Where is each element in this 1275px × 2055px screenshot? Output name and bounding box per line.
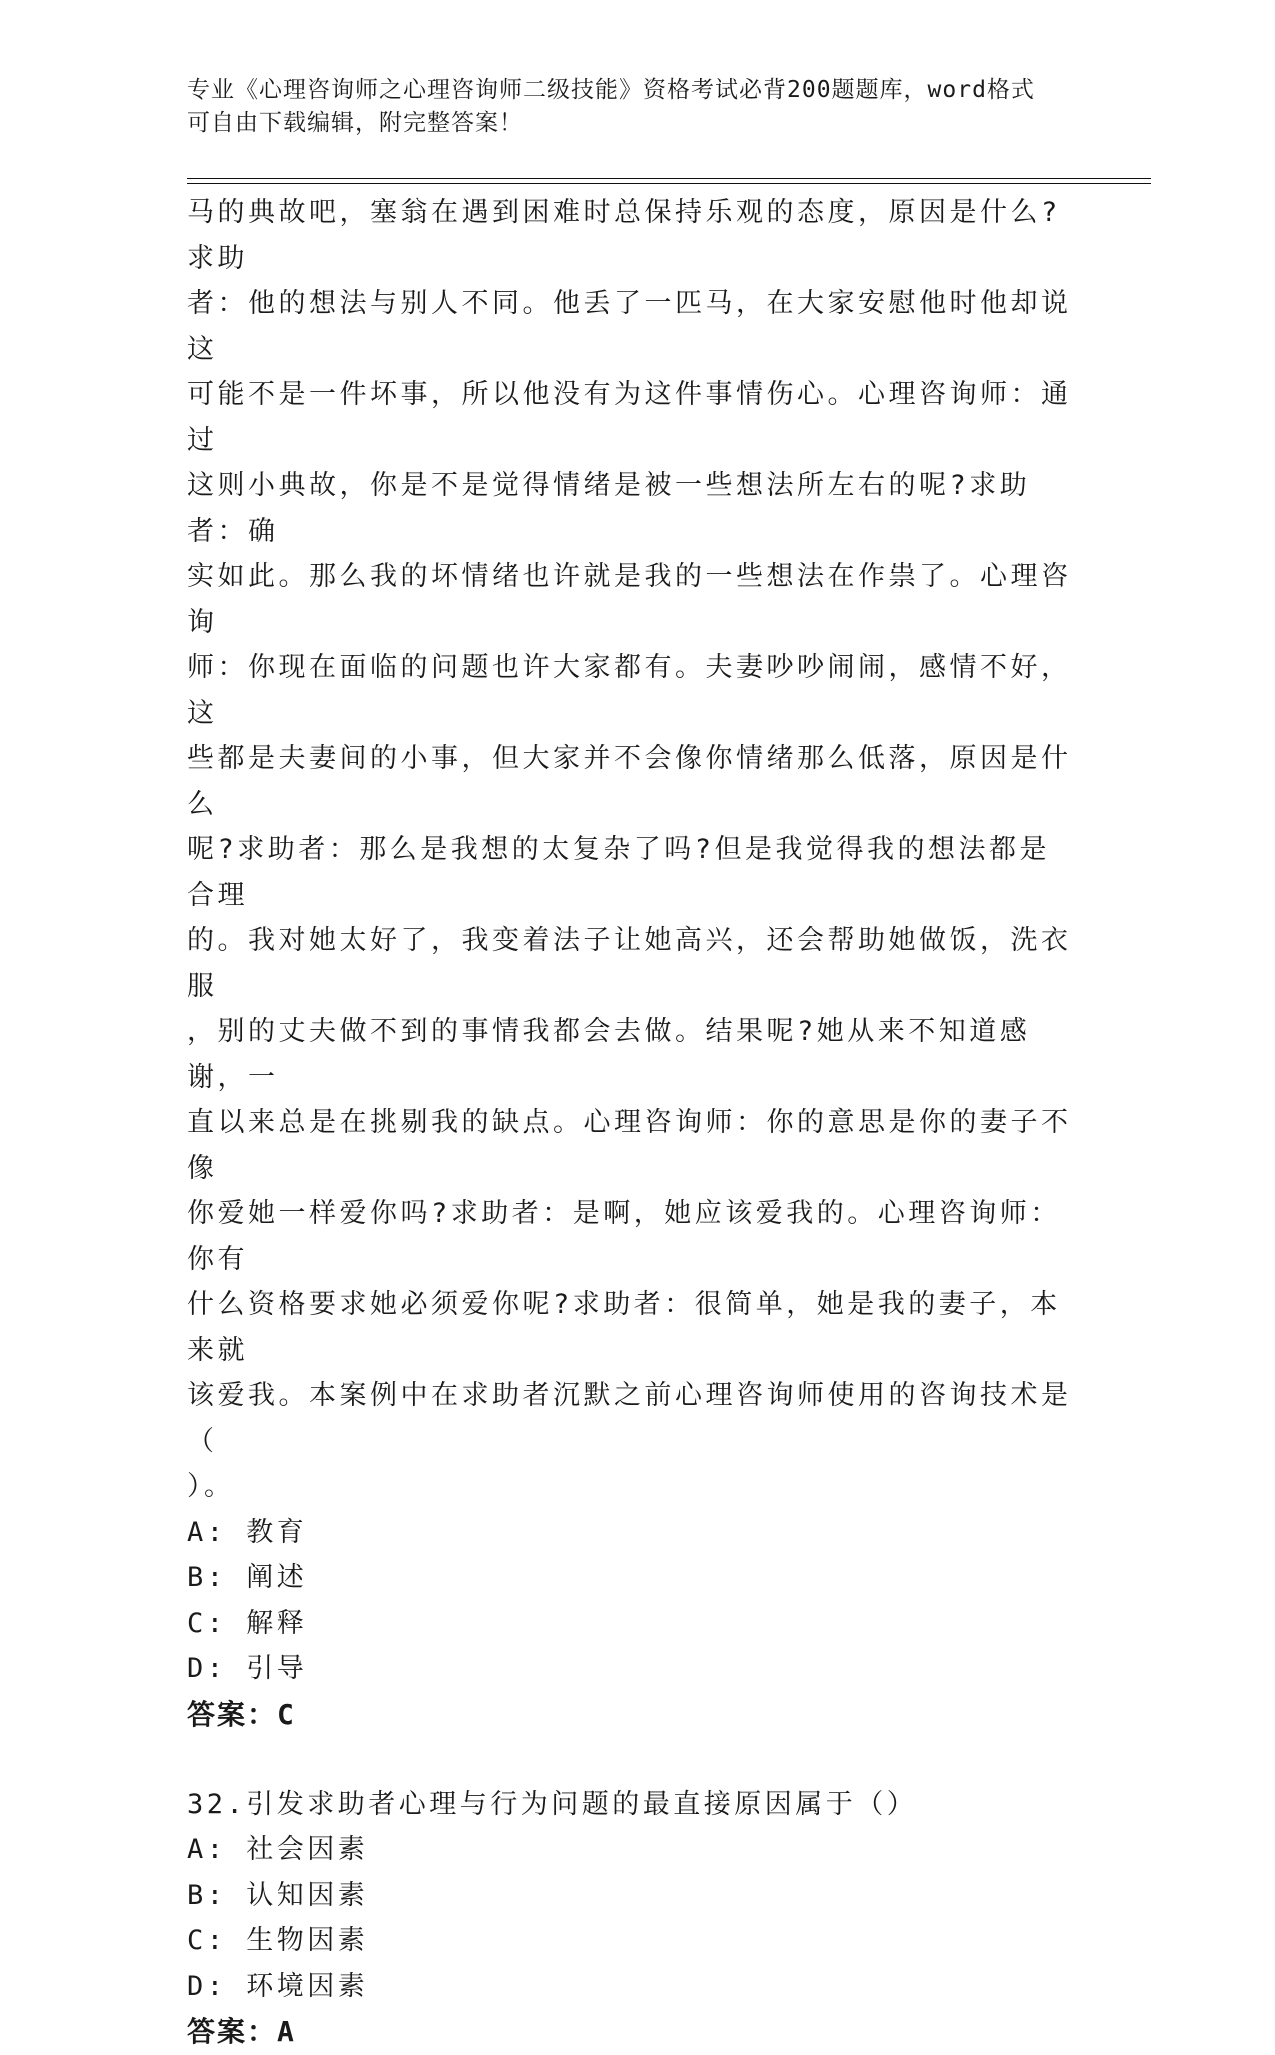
option-d: D: 环境因素 (187, 1964, 1077, 2010)
question-32 (187, 1782, 1077, 2055)
question-stem-line: ，别的丈夫做不到的事情我都会去做。结果呢?她从来不知道感谢，一 (187, 1009, 1077, 1100)
option-c: C: 解释 (187, 1601, 1077, 1647)
header-rule-top (187, 178, 1151, 179)
question-stem-line: 些都是夫妻间的小事，但大家并不会像你情绪那么低落，原因是什么 (187, 736, 1077, 827)
question-stem-line: ）。 (187, 1464, 1077, 1510)
answer-label: 答案：A (187, 2009, 1077, 2055)
question-stem: 32.引发求助者心理与行为问题的最直接原因属于（） (187, 1782, 1077, 1828)
question-stem-line: 马的典故吧，塞翁在遇到困难时总保持乐观的态度，原因是什么?求助 (187, 190, 1077, 281)
document-body (187, 190, 1077, 2055)
header-rule-bottom (187, 183, 1151, 184)
question-stem-line: 什么资格要求她必须爱你呢?求助者：很简单，她是我的妻子，本来就 (187, 1282, 1077, 1373)
option-a: A: 教育 (187, 1510, 1077, 1556)
question-stem-line: 这则小典故，你是不是觉得情绪是被一些想法所左右的呢?求助者：确 (187, 463, 1077, 554)
header-title-line-2: 可自由下载编辑，附完整答案！ (187, 107, 1067, 140)
option-b: B: 认知因素 (187, 1873, 1077, 1919)
option-d: D: 引导 (187, 1646, 1077, 1692)
option-b: B: 阐述 (187, 1555, 1077, 1601)
question-stem-line: 你爱她一样爱你吗?求助者：是啊，她应该爱我的。心理咨询师：你有 (187, 1191, 1077, 1282)
question-stem-line: 的。我对她太好了，我变着法子让她高兴，还会帮助她做饭，洗衣服 (187, 918, 1077, 1009)
question-stem-line: 师：你现在面临的问题也许大家都有。夫妻吵吵闹闹，感情不好，这 (187, 645, 1077, 736)
question-31 (187, 190, 1077, 1738)
question-stem-line: 该爱我。本案例中在求助者沉默之前心理咨询师使用的咨询技术是（ (187, 1373, 1077, 1464)
question-stem-line: 者：他的想法与别人不同。他丢了一匹马，在大家安慰他时他却说这 (187, 281, 1077, 372)
document-header (187, 74, 1067, 140)
answer-label: 答案：C (187, 1692, 1077, 1738)
header-title-line-1: 专业《心理咨询师之心理咨询师二级技能》资格考试必背200题题库，word格式 (187, 74, 1067, 107)
question-stem-line: 呢?求助者：那么是我想的太复杂了吗?但是我觉得我的想法都是合理 (187, 827, 1077, 918)
option-a: A: 社会因素 (187, 1827, 1077, 1873)
question-spacer (187, 1738, 1077, 1782)
question-stem-line: 直以来总是在挑剔我的缺点。心理咨询师：你的意思是你的妻子不像 (187, 1100, 1077, 1191)
question-stem-line: 可能不是一件坏事，所以他没有为这件事情伤心。心理咨询师：通过 (187, 372, 1077, 463)
question-stem-line: 实如此。那么我的坏情绪也许就是我的一些想法在作祟了。心理咨询 (187, 554, 1077, 645)
option-c: C: 生物因素 (187, 1918, 1077, 1964)
